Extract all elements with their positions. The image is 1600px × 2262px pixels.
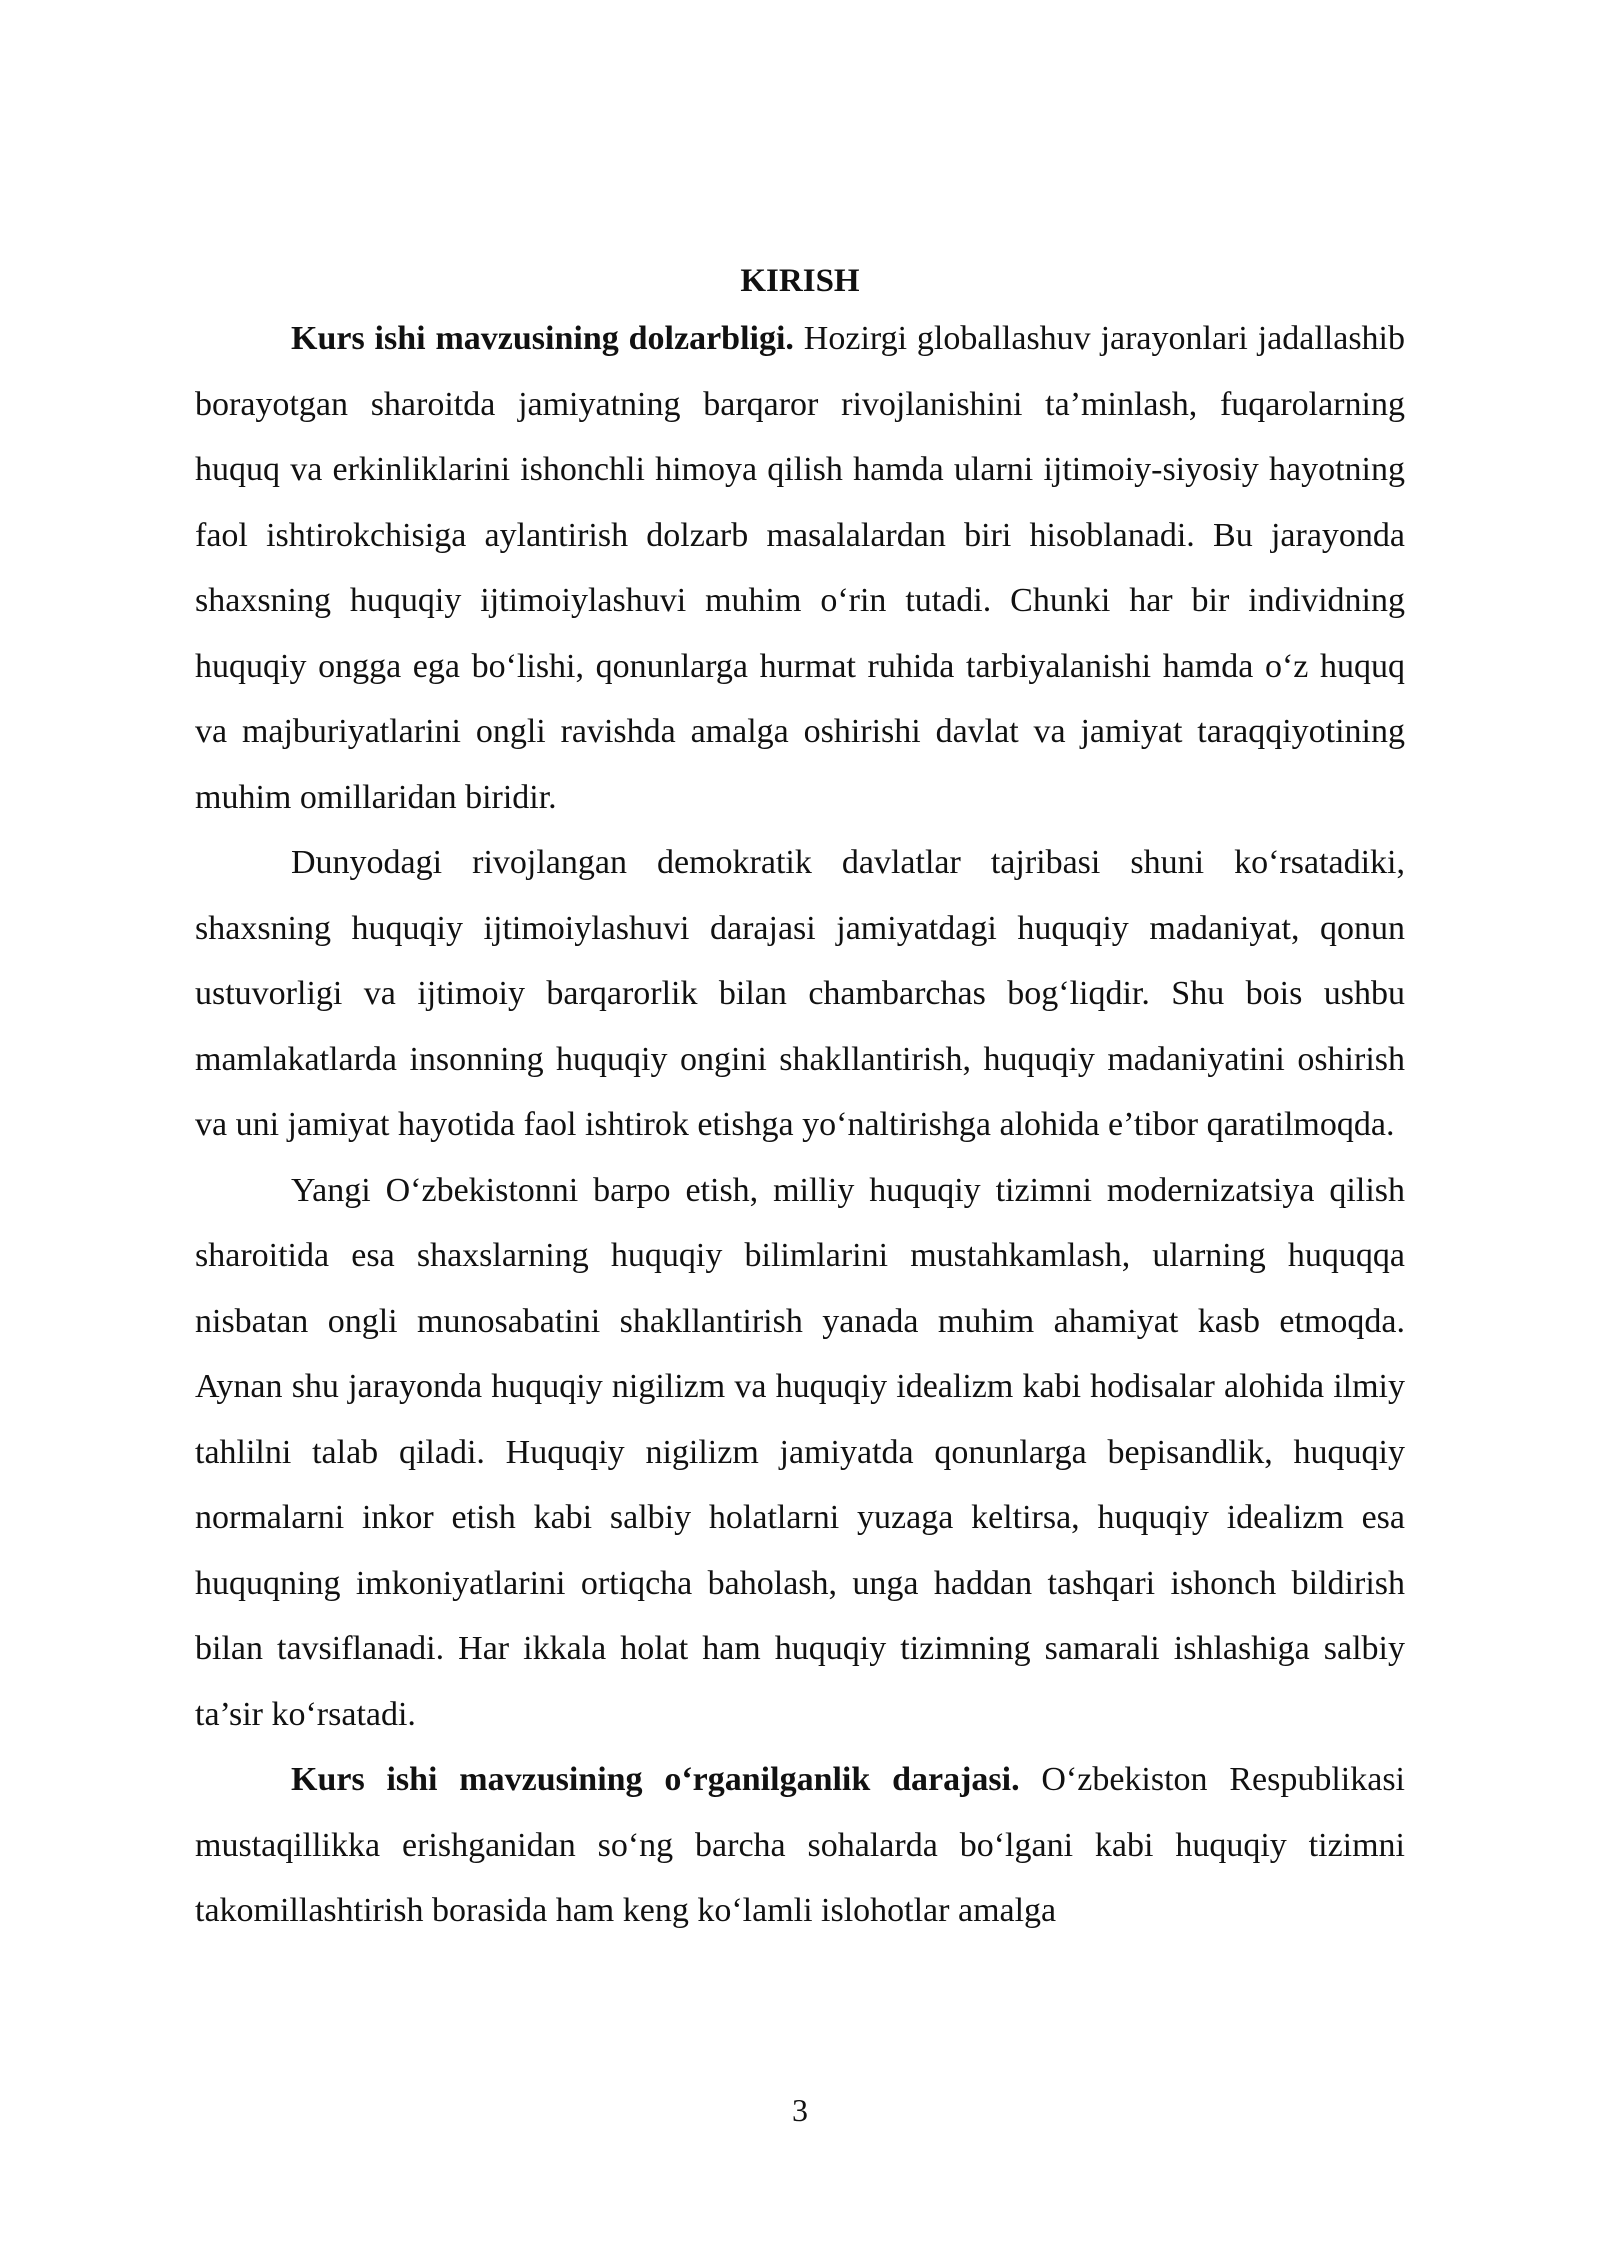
paragraph-lead-study-degree: Kurs ishi mavzusining o‘rganilganlik darajasi. (291, 1761, 1020, 1798)
paragraph-text-relevance: Hozirgi globallashuv jarayonlari jadallashib borayotgan sharoitda jamiyatning barqaror rivojlanishini ta’minlash, fuqarolarning huquq va erkinliklarini ishonchli himoya qilish hamda ularni ijtimoiy-siyosiy hayotning faol ishtirokchisiga aylantirish dolzarb masalalardan biri hisoblanadi. Bu jarayonda shaxsning huquqiy ijtimoiylashuvi muhim o‘rin tutadi. Chunki har bir individning huquqiy ongga ega bo‘lishi, qonunlarga hurmat ruhida tarbiyalanishi hamda o‘z huquq va majburiyatlarini ongli ravishda amalga oshirishi davlat va jamiyat taraqqiyotining muhim omillaridan biridir. (195, 320, 1405, 816)
paragraph-text-study-degree: O‘zbekiston Respublikasi mustaqillikka erishganidan so‘ng barcha sohalarda bo‘lgani kabi huquqiy tizimni takomillashtirish borasida ham keng ko‘lamli islohotlar amalga (195, 1761, 1406, 1929)
page-number: 3 (792, 2092, 808, 2128)
section-heading: KIRISH (740, 263, 860, 299)
paragraph-study-degree (195, 1747, 1405, 1944)
paragraph-relevance (195, 306, 1405, 830)
paragraph-text-new-uzbekistan: Yangi O‘zbekistonni barpo etish, milliy huquqiy tizimni modernizatsiya qilish sharoitida esa shaxslarning huquqiy bilimlarini mustahkamlash, ularning huquqqa nisbatan ongli munosabatini shakllantirish yanada muhim ahamiyat kasb etmoqda. Aynan shu jarayonda huquqiy nigilizm va huquqiy idealizm kabi hodisalar alohida ilmiy tahlilni talab qiladi. Huquqiy nigilizm jamiyatda qonunlarga bepisandlik, huquqiy normalarni inkor etish kabi salbiy holatlarni yuzaga keltirsa, huquqiy idealizm esa huquqning imkoniyatlarini ortiqcha baholash, unga haddan tashqari ishonch bildirish bilan tavsiflanadi. Har ikkala holat ham huquqiy tizimning samarali ishlashiga salbiy ta’sir ko‘rsatadi. (195, 1171, 1405, 1733)
paragraph-lead-relevance: Kurs ishi mavzusining dolzarbligi. (291, 320, 794, 357)
paragraph-world-experience (195, 830, 1405, 1158)
paragraph-text-world-experience: Dunyodagi rivojlangan demokratik davlatlar tajribasi shuni ko‘rsatadiki, shaxsning huquqiy ijtimoiylashuvi darajasi jamiyatdagi huquqiy madaniyat, qonun ustuvorligi va ijtimoiy barqarorlik bilan chambarchas bog‘liqdir. Shu bois ushbu mamlakatlarda insonning huquqiy ongini shakllantirish, huquqiy madaniyatini oshirish va uni jamiyat hayotida faol ishtirok etishga yo‘naltirishga alohida e’tibor qaratilmoqda. (195, 844, 1405, 1143)
page-content (195, 256, 1405, 1944)
paragraph-new-uzbekistan (195, 1158, 1405, 1748)
